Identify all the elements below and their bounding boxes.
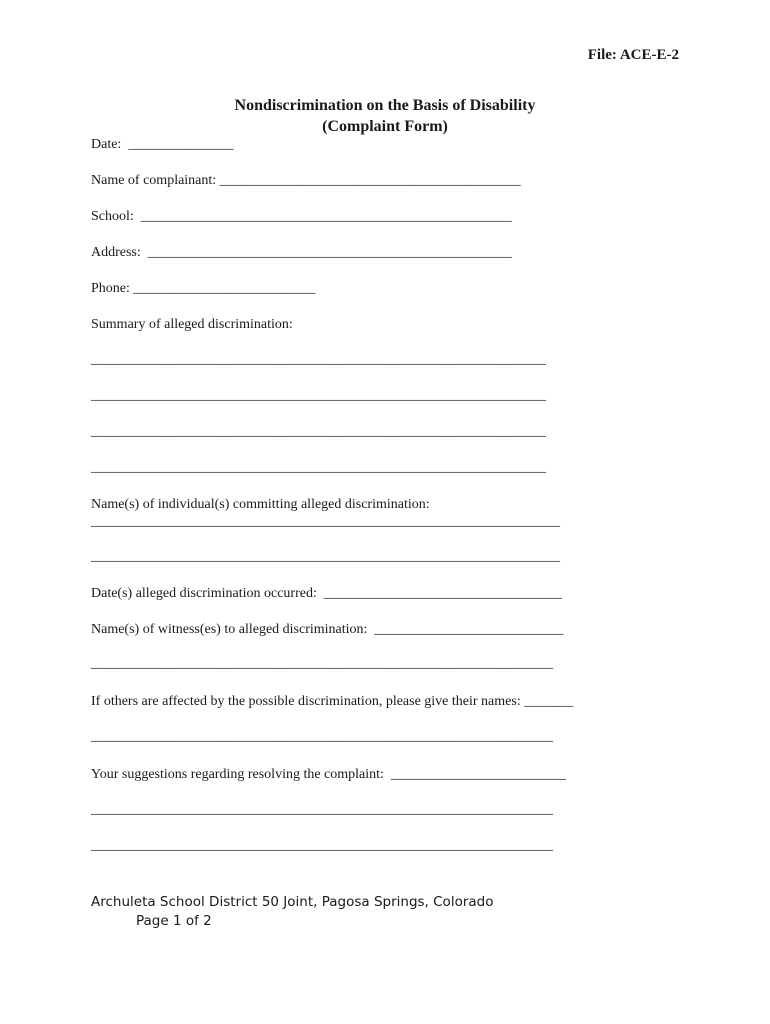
others-affected-field[interactable]: If others are affected by the possible discrimination, please give their names: _______ [91, 694, 574, 709]
title-line-2: (Complaint Form) [322, 118, 448, 135]
footer-page-number: Page 1 of 2 [136, 913, 212, 929]
summary-line[interactable]: _________________________________________________________________ [91, 424, 546, 439]
summary-line[interactable]: _________________________________________________________________ [91, 388, 546, 403]
individuals-line[interactable]: ___________________________________________________________________ [91, 549, 560, 564]
witnesses-field[interactable]: Name(s) of witness(es) to alleged discrimination: ___________________________ [91, 622, 564, 637]
date-field[interactable]: Date: _______________ [91, 137, 234, 152]
footer-district: Archuleta School District 50 Joint, Pagosa Springs, Colorado [91, 894, 494, 910]
suggestions-line[interactable]: __________________________________________________________________ [91, 838, 553, 853]
phone-field[interactable]: Phone: __________________________ [91, 281, 316, 296]
file-code: File: ACE-E-2 [587, 47, 679, 63]
address-field[interactable]: Address: ____________________________________________________ [91, 245, 512, 260]
suggestions-line[interactable]: __________________________________________________________________ [91, 802, 553, 817]
summary-line[interactable]: _________________________________________________________________ [91, 352, 546, 367]
others-affected-line[interactable]: __________________________________________________________________ [91, 729, 553, 744]
suggestions-field[interactable]: Your suggestions regarding resolving the complaint: _________________________ [91, 767, 566, 782]
individuals-label: Name(s) of individual(s) committing alleged discrimination: [91, 497, 430, 512]
complainant-name-field[interactable]: Name of complainant: ___________________________________________ [91, 173, 521, 188]
individuals-line[interactable]: ___________________________________________________________________ [91, 514, 560, 529]
school-field[interactable]: School: _____________________________________________________ [91, 209, 512, 224]
page-title [0, 95, 770, 137]
witnesses-line[interactable]: __________________________________________________________________ [91, 656, 553, 671]
summary-line[interactable]: _________________________________________________________________ [91, 460, 546, 475]
summary-label: Summary of alleged discrimination: [91, 317, 293, 332]
dates-occurred-field[interactable]: Date(s) alleged discrimination occurred: __________________________________ [91, 586, 562, 601]
title-line-1: Nondiscrimination on the Basis of Disability [234, 97, 536, 114]
